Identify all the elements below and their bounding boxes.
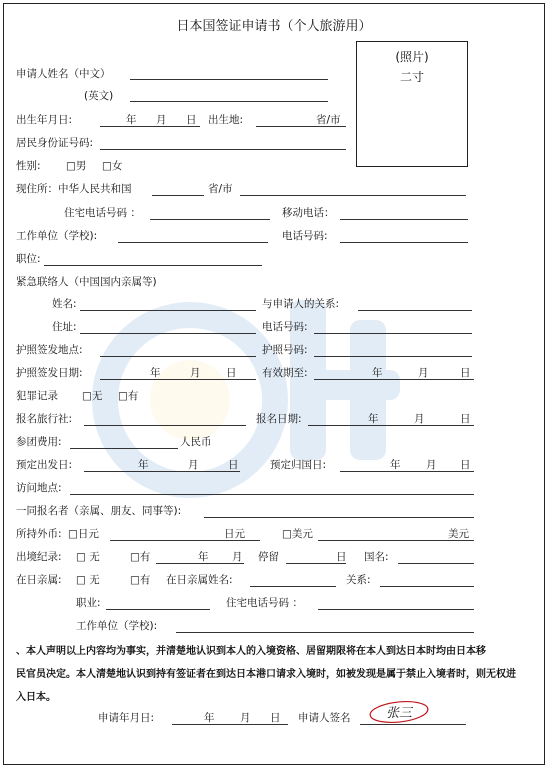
stay-day: 日	[336, 551, 347, 563]
pp-year: 年	[150, 367, 161, 379]
field-companions[interactable]	[204, 517, 474, 518]
label-agency: 报名旅行社:	[16, 413, 73, 425]
label-em-name: 姓名:	[52, 298, 77, 310]
valid-day: 日	[460, 367, 471, 379]
declaration-line-3: 入日本。	[16, 692, 56, 703]
label-relative-name: 在日亲属姓名:	[166, 574, 233, 586]
field-valid-until[interactable]	[314, 379, 474, 380]
label-passport-no: 护照号码:	[262, 344, 308, 356]
photo-size: 二寸	[399, 70, 424, 84]
label-companions: 一同报名者（亲属、朋友、同事等):	[16, 505, 182, 517]
field-relative-name[interactable]	[250, 586, 336, 587]
residence-unit: 省/市	[208, 183, 233, 195]
field-position[interactable]	[44, 265, 262, 266]
label-address: 住址:	[52, 321, 77, 333]
label-id-number: 居民身份证号码:	[16, 137, 94, 149]
field-return[interactable]	[340, 471, 474, 472]
field-home-phone[interactable]	[150, 219, 270, 220]
birth-day: 日	[186, 114, 197, 126]
declaration-line-2: 民官员决定。本人清楚地认识到持有签证者在到达日本港口请求入境时，如被发现是属于禁止入境者时，则无权进	[16, 669, 516, 680]
label-depart: 预定出发日:	[16, 459, 73, 471]
checkbox-female[interactable]: □女	[102, 160, 123, 172]
photo-box	[356, 41, 468, 167]
birth-month: 月	[156, 114, 167, 126]
field-address[interactable]	[80, 333, 256, 334]
field-residence-address[interactable]	[240, 195, 466, 196]
label-relatives-jp: 在日亲属:	[16, 574, 62, 586]
label-visit-place: 访问地点:	[16, 482, 62, 494]
depart-year: 年	[138, 459, 149, 471]
label-usd: 美元	[448, 528, 469, 540]
svg-text:张三: 张三	[386, 706, 413, 721]
field-relation[interactable]	[380, 586, 474, 587]
field-birth-date[interactable]	[100, 126, 200, 127]
apply-month: 月	[240, 712, 251, 724]
label-passport-place: 护照签发地点:	[16, 344, 83, 356]
label-relation: 关系:	[346, 574, 371, 586]
field-residence-province[interactable]	[152, 195, 204, 196]
label-rmb: 人民币	[180, 436, 212, 448]
field-home-phone-2[interactable]	[318, 609, 474, 610]
label-criminal: 犯罪记录	[16, 390, 58, 402]
label-name-cn: 申请人姓名（中文）	[16, 68, 111, 80]
field-relationship[interactable]	[358, 310, 472, 311]
signature	[368, 700, 430, 724]
checkbox-male[interactable]: □男	[66, 160, 87, 172]
valid-month: 月	[418, 367, 429, 379]
field-mobile[interactable]	[340, 219, 468, 220]
valid-year: 年	[372, 367, 383, 379]
field-signup-date[interactable]	[308, 425, 474, 426]
birthplace-unit: 省/市	[316, 114, 341, 126]
field-passport-no[interactable]	[314, 356, 472, 357]
label-employer-2: 工作单位（学校):	[76, 620, 158, 632]
label-signup-date: 报名日期:	[256, 413, 302, 425]
checkbox-exit-yes[interactable]: □有	[130, 551, 151, 563]
return-year: 年	[390, 459, 401, 471]
checkbox-rel-none[interactable]: □ 无	[76, 574, 100, 586]
label-occupation: 职业:	[76, 597, 101, 609]
label-phone: 电话号码:	[282, 230, 328, 242]
checkbox-criminal-none[interactable]: □无	[82, 390, 103, 402]
depart-month: 月	[188, 459, 199, 471]
checkbox-criminal-yes[interactable]: □有	[118, 390, 139, 402]
pp-month: 月	[190, 367, 201, 379]
checkbox-usd[interactable]: □美元	[282, 528, 313, 540]
label-birthplace: 出生地:	[208, 114, 244, 126]
field-nationality[interactable]	[398, 563, 474, 564]
label-gender: 性别:	[16, 160, 41, 172]
apply-year: 年	[204, 712, 215, 724]
label-exit-record: 出境纪录:	[16, 551, 62, 563]
field-employer-phone[interactable]	[340, 242, 468, 243]
return-month: 月	[426, 459, 437, 471]
signup-day: 日	[460, 413, 471, 425]
label-relationship: 与申请人的关系:	[262, 298, 340, 310]
field-id-number[interactable]	[100, 149, 346, 150]
label-position: 职位:	[16, 253, 41, 265]
label-currency: 所持外币:	[16, 528, 62, 540]
field-em-phone[interactable]	[314, 333, 472, 334]
field-agency[interactable]	[84, 425, 246, 426]
field-depart[interactable]	[84, 471, 240, 472]
label-return: 预定归国日:	[270, 459, 327, 471]
label-employer: 工作单位（学校):	[16, 230, 98, 242]
signup-year: 年	[368, 413, 379, 425]
field-signature[interactable]	[360, 724, 466, 725]
field-employer[interactable]	[118, 242, 268, 243]
label-applicant-signature: 申请人签名	[298, 712, 351, 724]
label-tour-fee: 参团费用:	[16, 436, 62, 448]
checkbox-rel-yes[interactable]: □有	[130, 574, 151, 586]
label-birth: 出生年月日:	[16, 114, 73, 126]
exit-year: 年	[198, 551, 209, 563]
depart-day: 日	[228, 459, 239, 471]
apply-day: 日	[270, 712, 281, 724]
label-emergency: 紧急联络人（中国国内亲属等)	[16, 276, 157, 288]
declaration-line-1: 、本人声明以上内容均为事实，并清楚地认识到本人的入境资格、居留期限将在本人到达日本时均由日本移	[16, 646, 486, 657]
label-nationality: 国名:	[364, 551, 389, 563]
label-passport-date: 护照签发日期:	[16, 367, 83, 379]
field-name-en[interactable]	[130, 101, 328, 102]
label-home-phone-2: 住宅电话号码 ：	[226, 597, 303, 609]
checkbox-yen[interactable]: □日元	[68, 528, 99, 540]
label-home-phone: 住宅电话号码 ：	[64, 207, 141, 219]
label-stay: 停留	[258, 551, 279, 563]
label-yen: 日元	[224, 528, 245, 540]
field-occupation[interactable]	[106, 609, 210, 610]
checkbox-exit-none[interactable]: □ 无	[76, 551, 100, 563]
label-em-phone: 电话号码:	[262, 321, 308, 333]
label-valid-until: 有效期至:	[262, 367, 308, 379]
pp-day: 日	[226, 367, 237, 379]
signup-month: 月	[414, 413, 425, 425]
form-title: 日本国签证申请书（个人旅游用）	[176, 19, 372, 34]
label-mobile: 移动电话：	[282, 207, 335, 219]
exit-month: 月	[232, 551, 243, 563]
photo-label: (照片)	[395, 50, 429, 64]
field-em-name[interactable]	[80, 310, 256, 311]
birth-year: 年	[126, 114, 137, 126]
field-employer-2[interactable]	[176, 632, 474, 633]
label-apply-date: 申请年月日:	[98, 712, 155, 724]
label-name-en: (英文)	[84, 90, 114, 102]
field-passport-place[interactable]	[100, 356, 256, 357]
return-day: 日	[460, 459, 471, 471]
field-name-cn[interactable]	[130, 79, 328, 80]
label-residence: 现住所：中华人民共和国	[16, 183, 132, 195]
field-tour-fee[interactable]	[70, 448, 178, 449]
field-visit-place[interactable]	[70, 494, 474, 495]
